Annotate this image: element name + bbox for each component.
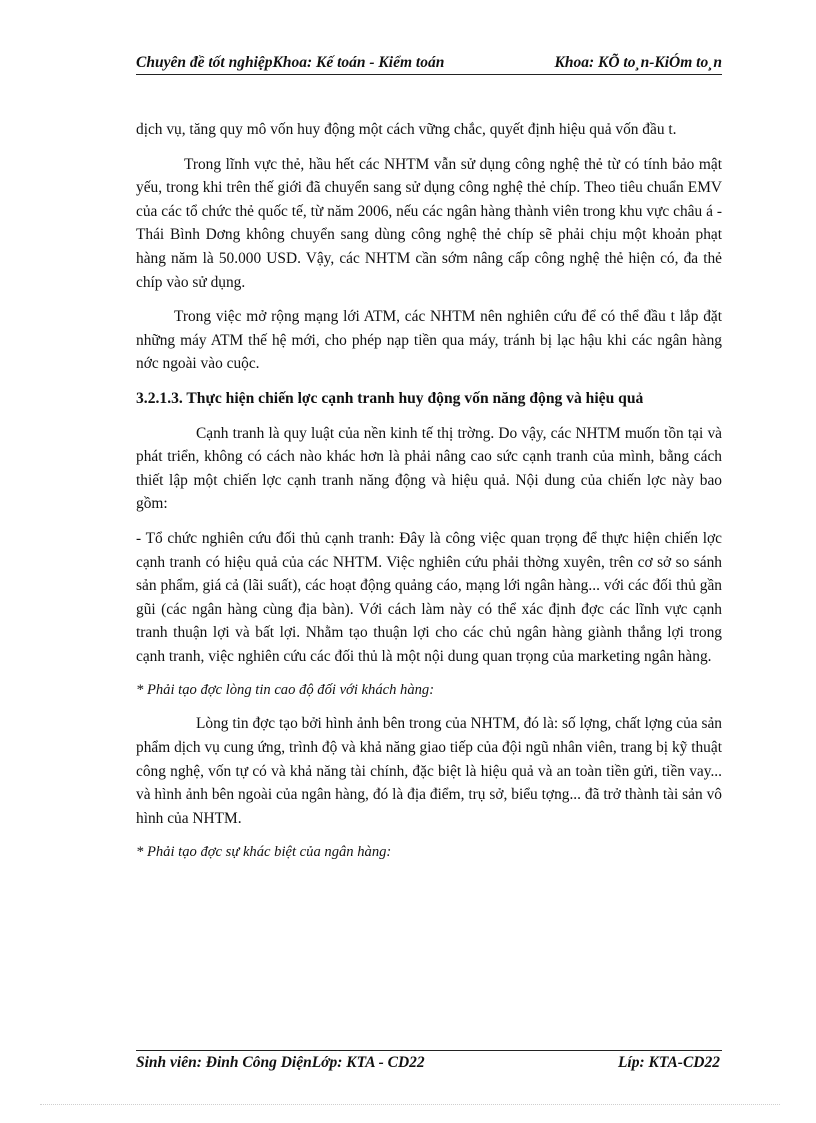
header-left-text: Chuyên đề tốt nghiệpKhoa: Kế toán - Kiểm toán [136, 54, 445, 71]
paragraph-1: dịch vụ, tăng quy mô vốn huy động một cách vững chắc, quyết định hiệu quả vốn đầu t. [136, 121, 677, 138]
paragraph-4: Cạnh tranh là quy luật của nền kinh tế thị trờng. Do vậy, các NHTM muốn tồn tại và phát triển, không có cách nào khác hơn là phải nâng cao sức cạnh tranh của mình, bằng cách thiết lập một chiến lợc cạnh tranh năng động và hiệu quả. Nội dung của chiến lợc này bao gồm: [136, 424, 722, 513]
paragraph-2: Trong lĩnh vực thẻ, hầu hết các NHTM vẫn sử dụng công nghệ thẻ từ có tính bảo mật yếu, trong khi trên thế giới đã chuyển sang sử dụng công nghệ thẻ chíp. Theo tiêu chuẩn EMV của các tổ chức thẻ quốc tế, từ năm 2006, nếu các ngân hàng thành viên trong khu vực châu á -Thái Bình Dơng không chuyển sang dùng công nghệ thẻ chíp sẽ phải chịu một khoản phạt hàng năm là 50.000 USD. Vậy, các NHTM cần sớm nâng cấp công nghệ thẻ hiện có, đa thẻ chíp vào sử dụng. [136, 155, 722, 291]
bottom-dotted-rule [40, 1104, 780, 1105]
page-header [136, 48, 722, 75]
footer-right-text: Líp: KTA-CD22 [617, 1054, 720, 1071]
page-footer [136, 1050, 722, 1076]
paragraph-6: Lòng tin đợc tạo bởi hình ảnh bên trong của NHTM, đó là: số lợng, chất lợng của sản phẩm dịch vụ cung ứng, trình độ và khả năng giao tiếp của đội ngũ nhân viên, trang bị kỹ thuật công nghệ, vốn tự có và khả năng tài chính, đặc biệt là hiệu quả và an toàn tiền gửi, tiền vay... và hình ảnh bên ngoài của ngân hàng, đó là địa điểm, trụ sở, biểu tợng... đã trở thành tài sản vô hình của NHTM. [136, 715, 722, 827]
section-heading: 3.2.1.3. Thực hiện chiến lợc cạnh tranh huy động vốn năng động và hiệu quả [136, 389, 644, 407]
paragraph-5: - Tổ chức nghiên cứu đối thủ cạnh tranh: Đây là công việc quan trọng để thực hiện chiến lợc cạnh tranh có hiệu quả của các NHTM. Việc nghiên cứu phải thờng xuyên, trên cơ sở so sánh sản phẩm, giá cả (lãi suất), các hoạt động quảng cáo, mạng lới ngân hàng... với các đối thủ gần gũi (các ngân hàng cùng địa bàn). Với cách làm này có thể xác định đợc các lĩnh vực cạnh tranh thuận lợi và bất lợi. Nhằm tạo thuận lợi cho các chủ ngân hàng giành thắng lợi trong cạnh tranh, việc nghiên cứu các đối thủ là một nội dung quan trọng của marketing ngân hàng. [136, 529, 722, 665]
header-right-text: Khoa: KÕ to¸n-KiÓm to¸n [554, 54, 722, 71]
note-trust: * Phải tạo đợc lòng tin cao độ đối với khách hàng: [136, 682, 435, 699]
note-difference: * Phải tạo đợc sự khác biệt của ngân hàng: [136, 844, 392, 861]
footer-left-text: Sinh viên: Đinh Công DiệnLớp: KTA - CD22 [136, 1054, 425, 1071]
document-body [136, 118, 722, 874]
paragraph-3: Trong việc mở rộng mạng lới ATM, các NHTM nên nghiên cứu để có thể đầu t lắp đặt những máy ATM thế hệ mới, cho phép nạp tiền qua máy, tránh bị lạc hậu khi các ngân hàng nớc ngoài vào cuộc. [136, 308, 722, 373]
